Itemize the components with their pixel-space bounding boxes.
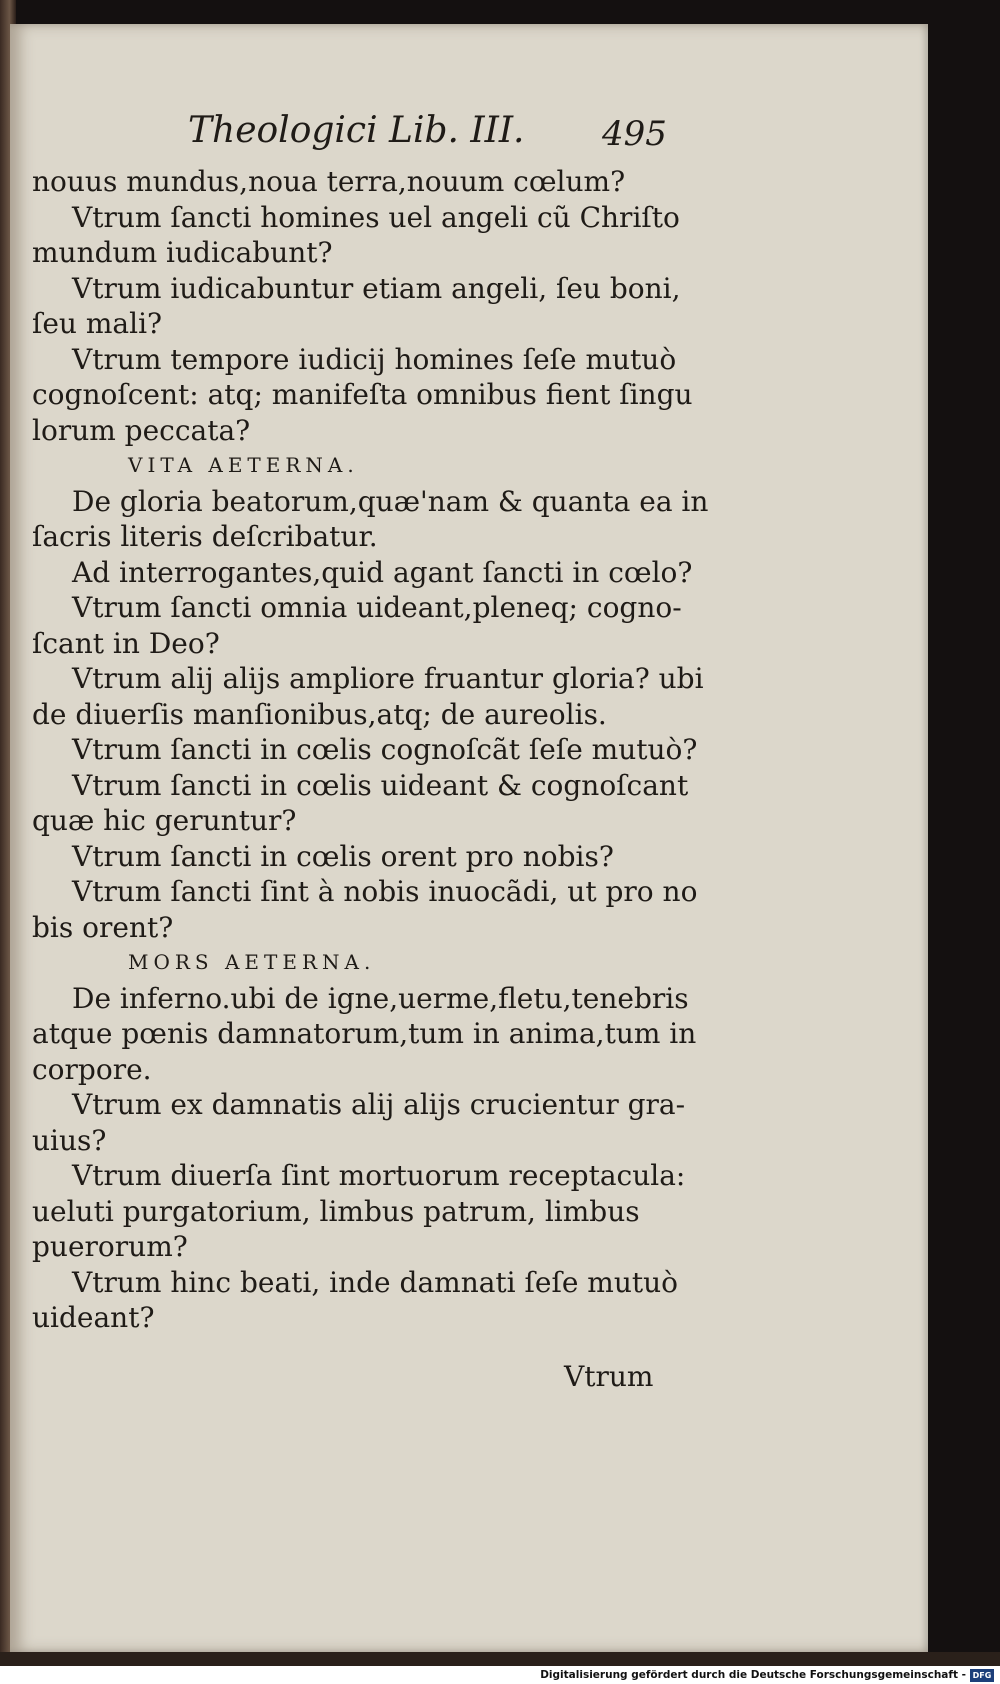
text-line: Ad interrogantes,quid agant ſancti in cœlo?	[72, 555, 693, 589]
page-header	[178, 110, 678, 158]
text-line: uius?	[32, 1123, 107, 1157]
text-line: Vtrum diuerſa ſint mortuorum receptacula:	[72, 1159, 686, 1192]
dfg-logo: DFG	[970, 1669, 994, 1682]
text-line: ueluti purgatorium, limbus patrum, limbus	[32, 1194, 640, 1228]
text-line: atque pœnis damnatorum,tum in anima,tum in	[32, 1017, 697, 1050]
text-line: Vtrum ſancti homines uel angeli cũ Chriſto	[72, 200, 680, 234]
text-line: uideant?	[32, 1301, 155, 1334]
text-line: mundum iudicabunt?	[32, 236, 333, 269]
text-line: Vtrum hinc beati, inde damnati ſeſe mutuò	[72, 1265, 679, 1299]
text-line: puerorum?	[32, 1230, 188, 1263]
page-number: 495	[602, 114, 667, 154]
text-line: Vtrum ex damnatis alij alijs crucientur gra-	[72, 1088, 686, 1121]
text-line: Vtrum tempore iudicij homines ſeſe mutuò	[72, 342, 677, 376]
book-page	[10, 24, 928, 1652]
text-line: De inferno.ubi de igne,uerme,fletu,tenebris	[72, 981, 689, 1015]
footer-credit-text: Digitalisierung gefördert durch die Deutsche Forschungsgemeinschaft -	[540, 1669, 966, 1681]
text-line: Vtrum iudicabuntur etiam angeli, ſeu boni,	[72, 271, 681, 305]
text-line: quæ hic geruntur?	[32, 804, 297, 837]
text-line: Vtrum ſancti ſint à nobis inuocãdi, ut pro no	[72, 875, 698, 908]
text-line: Vtrum alij alijs ampliore fruantur gloria? ubi	[72, 662, 704, 695]
text-line: ſacris literis deſcribatur.	[32, 520, 378, 553]
text-line: nouus mundus,noua terra,nouum cœlum?	[32, 165, 626, 198]
text-line: Vtrum ſancti in cœlis orent pro nobis?	[72, 839, 614, 873]
text-line: De gloria beatorum,quæ'nam & quanta ea in	[72, 484, 709, 518]
digitization-footer	[0, 1666, 1000, 1684]
page-body-text	[32, 164, 709, 1336]
text-line: cognoſcent: atq; manifeſta omnibus fient ſingu	[32, 378, 693, 411]
text-line: Vtrum ſancti in cœlis cognoſcãt ſeſe mutuò?	[72, 733, 698, 766]
text-line: corpore.	[32, 1052, 152, 1086]
text-line: lorum peccata?	[32, 413, 251, 447]
section-heading: MORS AETERNA.	[128, 950, 376, 974]
scan-bottom-edge	[0, 1652, 1000, 1666]
text-line: Vtrum ſancti in cœlis uideant & cognoſcant	[72, 768, 689, 802]
text-line: ſeu mali?	[32, 307, 163, 340]
text-line: Vtrum ſancti omnia uideant,pleneq; cogno-	[72, 591, 682, 624]
section-heading: VITA AETERNA.	[128, 453, 359, 477]
text-line: ſcant in Deo?	[32, 626, 220, 660]
catchword: Vtrum	[564, 1360, 654, 1393]
running-head: Theologici Lib. III.	[188, 110, 525, 151]
text-line: bis orent?	[32, 910, 174, 944]
text-line: de diuerſis manſionibus,atq; de aureolis.	[32, 697, 607, 731]
